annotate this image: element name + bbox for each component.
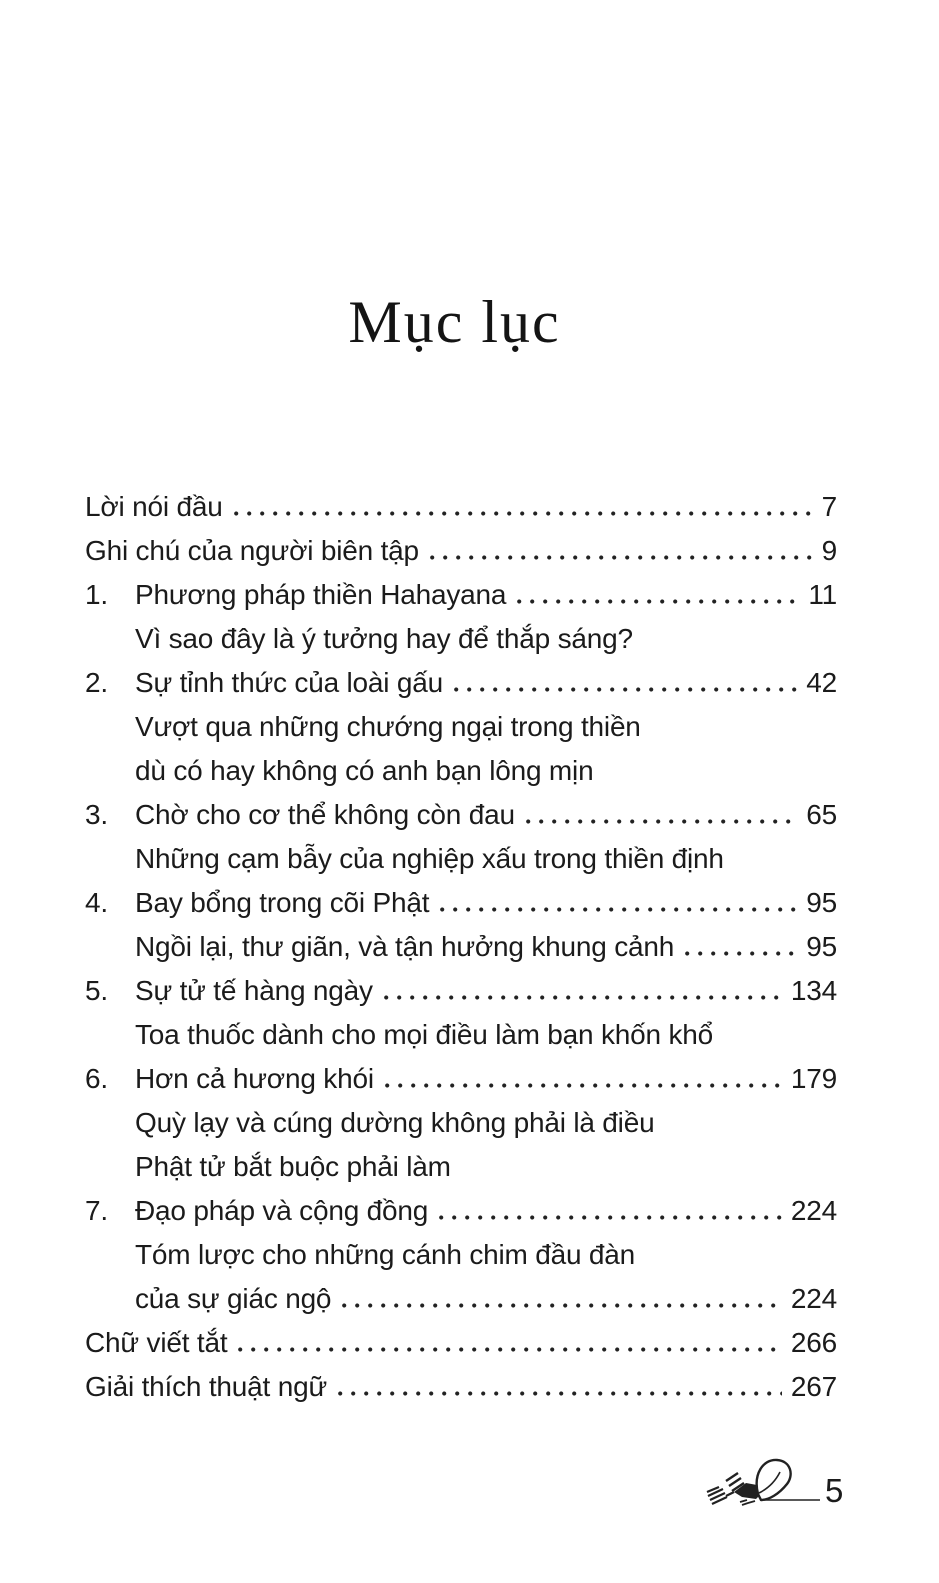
toc-entry-page: 267 xyxy=(790,1371,837,1402)
toc-entry-label: Vì sao đây là ý tưởng hay để thắp sáng? xyxy=(135,623,633,654)
toc-entry xyxy=(85,492,837,521)
toc-entry-subtitle xyxy=(85,1108,837,1137)
toc-entry xyxy=(85,580,837,609)
toc-entry-subtitle xyxy=(85,624,837,653)
toc-entry-number: 5. xyxy=(85,975,108,1006)
page-title: Mục lục xyxy=(348,289,561,355)
toc-entry-subtitle xyxy=(85,1240,837,1269)
toc-entry-subtitle xyxy=(85,844,837,873)
toc-entry-page: 11 xyxy=(808,579,837,610)
toc-entry-page: 224 xyxy=(790,1195,837,1226)
toc-entry xyxy=(85,536,837,565)
toc-entry-subtitle xyxy=(85,1020,837,1049)
toc-entry-subtitle xyxy=(85,1284,837,1313)
dotted-leader xyxy=(526,819,797,824)
toc-entry-page: 179 xyxy=(790,1063,837,1094)
dotted-leader xyxy=(238,1347,781,1352)
dotted-leader xyxy=(685,951,797,956)
toc-entry-label: Quỳ lạy và cúng dường không phải là điều xyxy=(135,1107,655,1138)
toc-entry xyxy=(85,800,837,829)
toc-entry-label: Toa thuốc dành cho mọi điều làm bạn khốn khổ xyxy=(135,1019,714,1050)
dotted-leader xyxy=(430,555,813,560)
toc-entry-label: Sự tử tế hàng ngày xyxy=(135,975,373,1006)
toc-entry-page: 65 xyxy=(806,799,837,830)
toc-entry-label: Tóm lược cho những cánh chim đầu đàn xyxy=(135,1239,636,1270)
toc-entry-number: 3. xyxy=(85,799,108,830)
toc-entry-page: 224 xyxy=(790,1283,837,1314)
toc-entry-number: 6. xyxy=(85,1063,108,1094)
toc-entry-page: 95 xyxy=(806,887,837,918)
dotted-leader xyxy=(384,995,782,1000)
toc-entry-subtitle xyxy=(85,756,837,785)
toc-entry-label: Phật tử bắt buộc phải làm xyxy=(135,1151,451,1182)
toc-entry-label: Đạo pháp và cộng đồng xyxy=(135,1195,429,1226)
toc-entry-page: 42 xyxy=(806,667,837,698)
toc-entry-subtitle xyxy=(85,932,837,961)
page-footer xyxy=(700,1450,843,1508)
toc-entry-number: 2. xyxy=(85,667,108,698)
dotted-leader xyxy=(454,687,797,692)
toc-list xyxy=(85,492,837,1416)
toc-entry-page: 7 xyxy=(821,491,837,522)
dotted-leader xyxy=(385,1083,782,1088)
toc-entry-label: Ghi chú của người biên tập xyxy=(85,535,419,566)
toc-entry xyxy=(85,888,837,917)
flying-bird-icon xyxy=(700,1450,822,1508)
toc-entry xyxy=(85,668,837,697)
toc-entry-subtitle xyxy=(85,712,837,741)
dotted-leader xyxy=(234,511,813,516)
toc-entry xyxy=(85,1196,837,1225)
toc-entry-label: Bay bổng trong cõi Phật xyxy=(135,887,430,918)
toc-entry-label: Chữ viết tắt xyxy=(85,1327,228,1358)
toc-entry-subtitle xyxy=(85,1152,837,1181)
toc-entry-page: 9 xyxy=(821,535,837,566)
toc-entry-page: 266 xyxy=(790,1327,837,1358)
toc-entry-number: 4. xyxy=(85,887,108,918)
toc-entry xyxy=(85,976,837,1005)
dotted-leader xyxy=(342,1303,782,1308)
toc-entry-label: Lời nói đầu xyxy=(85,491,223,522)
toc-entry-page: 134 xyxy=(790,975,837,1006)
toc-entry xyxy=(85,1064,837,1093)
dotted-leader xyxy=(440,907,797,912)
toc-entry-label: Giải thích thuật ngữ xyxy=(85,1371,327,1402)
toc-entry-page: 95 xyxy=(806,931,837,962)
dotted-leader xyxy=(439,1215,782,1220)
toc-entry-label: dù có hay không có anh bạn lông mịn xyxy=(135,755,594,786)
toc-entry-number: 1. xyxy=(85,579,108,610)
toc-entry-label: Chờ cho cơ thể không còn đau xyxy=(135,799,515,830)
toc-entry-label: Vượt qua những chướng ngại trong thiền xyxy=(135,711,641,742)
page-number: 5 xyxy=(825,1472,844,1509)
toc-entry-label: Những cạm bẫy của nghiệp xấu trong thiền định xyxy=(135,843,724,874)
toc-entry-label: Phương pháp thiền Hahayana xyxy=(135,579,507,610)
toc-entry xyxy=(85,1328,837,1357)
dotted-leader xyxy=(338,1391,782,1396)
toc-entry-label: Sự tỉnh thức của loài gấu xyxy=(135,667,444,698)
toc-entry-label: của sự giác ngộ xyxy=(135,1283,332,1314)
toc-entry xyxy=(85,1372,837,1401)
toc-entry-number: 7. xyxy=(85,1195,108,1226)
dotted-leader xyxy=(517,599,799,604)
toc-entry-label: Hơn cả hương khói xyxy=(135,1063,374,1094)
toc-entry-label: Ngồi lại, thư giãn, và tận hưởng khung cảnh xyxy=(135,931,675,962)
